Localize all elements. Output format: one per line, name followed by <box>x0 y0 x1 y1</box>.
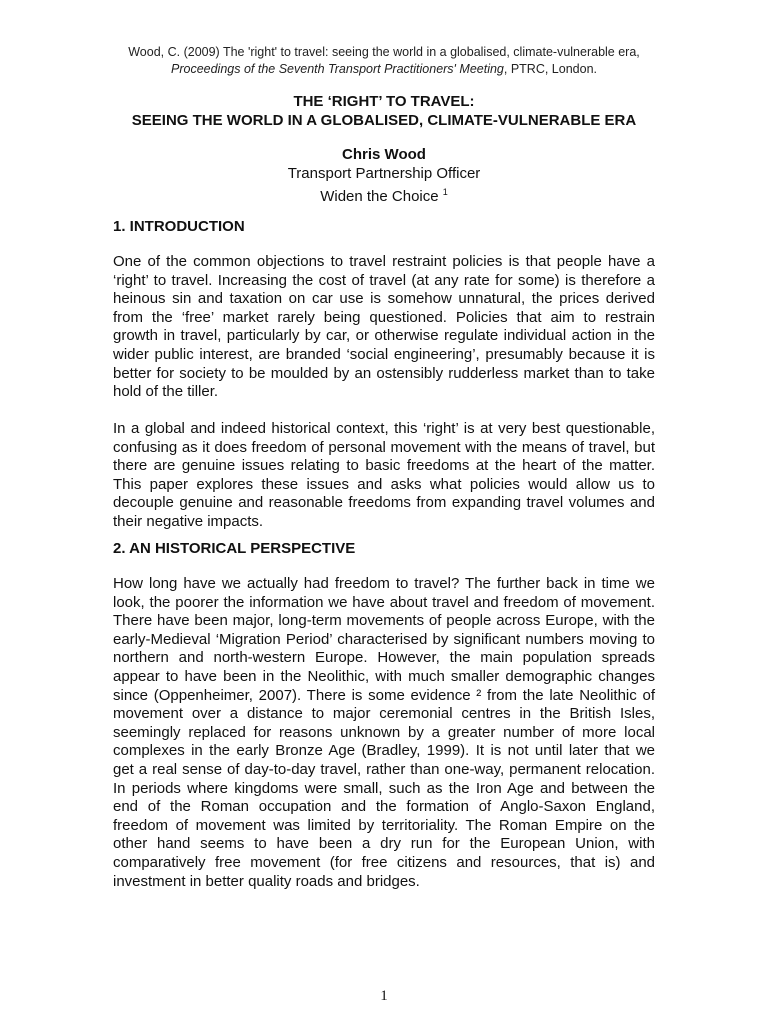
author-name: Chris Wood <box>342 146 426 163</box>
author-org <box>0 183 768 207</box>
paragraph <box>113 575 655 891</box>
text-line: investment in better quality roads and bridges. <box>113 872 420 890</box>
text-line: get a real sense of day-to-day travel, rather than one-way, permanent relocation. <box>113 760 655 778</box>
text-line: other hand seems to have been a dry run for the European Union, with <box>113 835 655 853</box>
org-name: Widen the Choice <box>320 188 439 205</box>
text-line: appear to have been in the Neolithic, with much smaller demographic changes <box>113 667 655 685</box>
section-heading: 2. AN HISTORICAL PERSPECTIVE <box>113 540 356 557</box>
citation-line1: Wood, C. (2009) The 'right' to travel: seeing the world in a globalised, climate-vulnerable era, <box>128 45 640 59</box>
journal-name: Proceedings of the Seventh Transport Practitioners' Meeting <box>171 62 504 76</box>
title-line2: SEEING THE WORLD IN A GLOBALISED, CLIMATE-VULNERABLE ERA <box>131 112 637 129</box>
paragraph <box>113 420 655 532</box>
text-line: their negative impacts. <box>113 512 264 530</box>
text-line: How long have we actually had freedom to travel? The further back in time we <box>113 575 655 592</box>
text-line: since (Oppenheimer, 2007). There is some evidence ² from the late Neolithic of <box>113 686 655 704</box>
text-line: wider public interest, are branded ‘social engineering’, presumably because it is <box>113 345 655 363</box>
text-line: end of the Roman occupation and the formation of Anglo-Saxon England, <box>113 798 655 816</box>
text-line: In periods where kingdoms were small, such as the Iron Age and between the <box>113 779 655 797</box>
page-number: 1 <box>380 988 388 1004</box>
text-line: better for society to be moulded by an ostensibly rudderless market than to take <box>113 364 655 382</box>
text-line: complexes in the early Bronze Age (Bradley, 1999). It is not until later that we <box>113 742 655 760</box>
text-line: northern and north-western Europe. However, the main population spreads <box>113 649 655 667</box>
citation-line2 <box>0 61 768 78</box>
text-line: growth in travel, particularly by car, or otherwise regulate individual action in the <box>113 327 655 345</box>
text-line: look, the poorer the information we have about travel and freedom of movement. <box>113 593 655 611</box>
text-line: ‘right’ to travel. Increasing the cost of travel (at any rate for some) is therefore a <box>113 271 655 289</box>
citation-publisher: , PTRC, London. <box>503 62 597 76</box>
author-block <box>0 146 768 207</box>
title-line1: THE ‘RIGHT’ TO TRAVEL: <box>293 93 475 110</box>
text-line: seemingly replaced for reasons unknown by a greater number of more local <box>113 723 655 741</box>
text-line: confusing as it does freedom of personal movement with the means of travel, but <box>113 438 655 456</box>
section-heading: 1. INTRODUCTION <box>113 218 245 235</box>
text-line: hold of the tiller. <box>113 383 219 401</box>
text-line: One of the common objections to travel restraint policies is that people have a <box>113 253 655 270</box>
text-line: In a global and indeed historical context, this ‘right’ is at very best questionable, <box>113 420 655 437</box>
text-line: freedom of movement was limited by territoriality. The Roman Empire on the <box>113 816 655 834</box>
text-line: comparatively free movement (for free citizens and resources, that is) and <box>113 853 655 871</box>
paper-title <box>0 92 768 130</box>
text-line: there are genuine issues relating to basic freedoms at the heart of the matter. <box>113 457 655 475</box>
footnote-ref: 1 <box>442 187 448 197</box>
text-line: There have been major, long-term movements of people across Europe, with the <box>113 612 655 630</box>
text-line: early-Medieval ‘Migration Period’ characterised by significant numbers moving to <box>113 630 655 648</box>
text-line: decouple genuine and reasonable freedoms from expanding travel volumes and <box>113 494 655 512</box>
citation <box>0 44 768 78</box>
text-line: This paper explores these issues and asks what policies would allow us to <box>113 475 655 493</box>
text-line: heinous sin and taxation on car use is somehow unnatural, the prices derived <box>113 290 655 308</box>
text-line: movement over a distance to major ceremonial centres in the British Isles, <box>113 705 655 723</box>
text-line: from the ‘free’ market rarely being questioned. Policies that aim to restrain <box>113 308 655 326</box>
paragraph <box>113 253 655 402</box>
author-role: Transport Partnership Officer <box>287 164 481 182</box>
